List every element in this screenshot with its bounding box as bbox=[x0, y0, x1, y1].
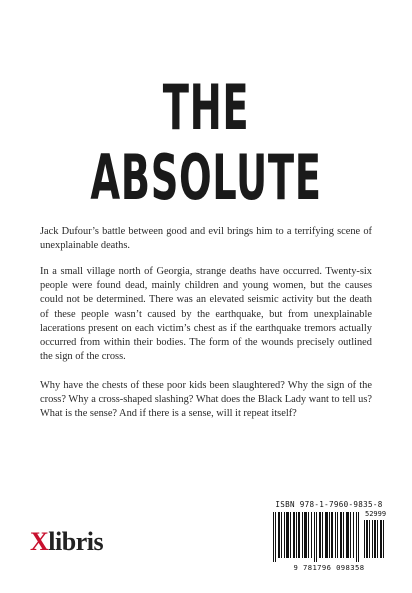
book-title-absolute: ABSOLUTE bbox=[90, 141, 322, 214]
ean-digits: 9 781796 098358 bbox=[293, 563, 365, 572]
book-title-the: THE bbox=[162, 71, 250, 144]
isbn-label: ISBN 978-1-7960-9835-8 bbox=[275, 500, 383, 509]
blurb-paragraph-1: Jack Dufour’s battle between good and evil brings him to a terrifying scene of unexplainable deaths. bbox=[40, 226, 372, 252]
logo-text: libris bbox=[48, 527, 104, 556]
barcode-block bbox=[271, 500, 387, 572]
blurb-paragraph-3: Why have the chests of these poor kids been slaughtered? Why the sign of the cross? Why a cross-shaped slashing? What does the Black Lady want to tell us? What is the sense? And if there is a sense, will it repeat itself? bbox=[40, 380, 372, 420]
price-code: 52999 bbox=[365, 510, 387, 518]
blurb-paragraph-2: In a small village north of Georgia, strange deaths have occurred. Twenty-six people were found dead, mainly children and young women, but the causes could not be determined. There was an elevated seismic activity but the death of these people wasn’t caused by the earthquake, but from unexplainable lacerations present on each victim’s chest as if the earthquake tremors actually occurred from within their bodies. The form of the wounds precisely outlined the sign of the cross. bbox=[40, 266, 372, 363]
barcode-icon bbox=[271, 512, 361, 562]
price-barcode-icon bbox=[364, 520, 386, 558]
publisher-logo bbox=[30, 527, 103, 557]
logo-x: X bbox=[30, 527, 49, 556]
